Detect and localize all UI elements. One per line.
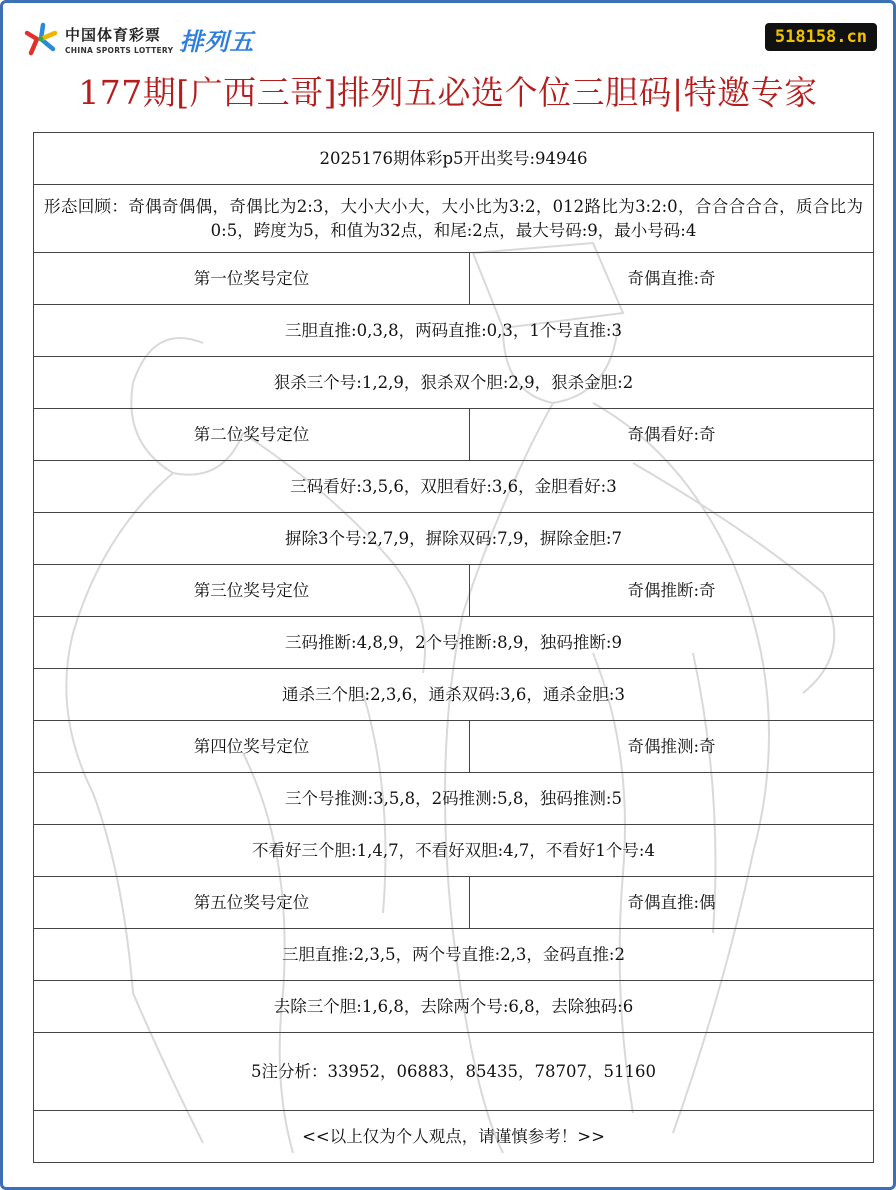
- table-row-position-header: [34, 877, 874, 929]
- odd-even-prediction: 奇偶推断:奇: [627, 580, 716, 600]
- table-row: [34, 357, 874, 409]
- table-row: [34, 669, 874, 721]
- table-row: [34, 513, 874, 565]
- table-row: [34, 825, 874, 877]
- draw-result-text: 2025176期体彩p5开出奖号:94946: [319, 148, 588, 168]
- page-title: 177期[广西三哥]排列五必选个位三胆码|特邀专家: [78, 73, 818, 112]
- prediction-text: 去除三个胆:1,6,8，去除两个号:6,8，去除独码:6: [273, 996, 634, 1016]
- table-row: [34, 773, 874, 825]
- prediction-text: 不看好三个胆:1,4,7，不看好双胆:4,7，不看好1个号:4: [252, 840, 655, 860]
- five-bet-analysis-text: 5注分析：33952，06883，85435，78707，51160: [251, 1061, 656, 1081]
- prediction-table: [33, 132, 874, 1163]
- site-badge[interactable]: 518158.cn: [765, 23, 877, 51]
- position-label: 第一位奖号定位: [34, 253, 470, 304]
- prediction-text: 三个号推测:3,5,8，2码推测:5,8，独码推测:5: [285, 788, 622, 808]
- table-row: [34, 305, 874, 357]
- disclaimer-text: <<以上仅为个人观点，请谨慎参考！>>: [302, 1126, 605, 1146]
- table-row: [34, 617, 874, 669]
- table-row-position-header: [34, 565, 874, 617]
- prediction-text: 摒除3个号:2,7,9，摒除双码:7,9，摒除金胆:7: [285, 528, 622, 548]
- table-row: [34, 929, 874, 981]
- odd-even-prediction: 奇偶推测:奇: [627, 736, 716, 756]
- pattern-review-text: 形态回顾：奇偶奇偶偶，奇偶比为2:3，大小大小大，大小比为3:2，012路比为3:2:0，合合合合合，质合比为0:5，跨度为5，和值为32点，和尾:2点，最大号码:9，最小号码:4: [44, 196, 863, 240]
- table-row-position-header: [34, 409, 874, 461]
- prediction-text: 狠杀三个号:1,2,9，狠杀双个胆:2,9，狠杀金胆:2: [273, 372, 634, 392]
- prediction-text: 三胆直推:2,3,5，两个号直推:2,3，金码直推:2: [282, 944, 625, 964]
- prediction-text: 三胆直推:0,3,8，两码直推:0,3，1个号直推:3: [285, 320, 622, 340]
- logo-en-text: CHINA SPORTS LOTTERY: [65, 45, 174, 55]
- lottery-logo-icon: [21, 19, 61, 59]
- prediction-text: 三码推断:4,8,9，2个号推断:8,9，独码推断:9: [285, 632, 622, 652]
- logo-cn-text: 中国体育彩票: [65, 25, 162, 44]
- prediction-text: 三码看好:3,5,6，双胆看好:3,6，金胆看好:3: [290, 476, 617, 496]
- table-row-position-header: [34, 721, 874, 773]
- table-row: [34, 461, 874, 513]
- logo-game-name: 排列五: [179, 27, 255, 56]
- table-row: [34, 981, 874, 1033]
- odd-even-prediction: 奇偶直推:奇: [627, 268, 716, 288]
- table-row: [34, 185, 874, 253]
- table-row: [34, 1033, 874, 1111]
- lottery-logo[interactable]: [21, 19, 254, 59]
- prediction-text: 通杀三个胆:2,3,6，通杀双码:3,6，通杀金胆:3: [282, 684, 625, 704]
- header: [3, 3, 893, 133]
- odd-even-prediction: 奇偶直推:偶: [627, 892, 716, 912]
- position-label: 第二位奖号定位: [34, 409, 470, 460]
- position-label: 第四位奖号定位: [34, 721, 470, 772]
- position-label: 第五位奖号定位: [34, 877, 470, 928]
- odd-even-prediction: 奇偶看好:奇: [627, 424, 716, 444]
- table-row-position-header: [34, 253, 874, 305]
- table-row: [34, 1111, 874, 1163]
- position-label: 第三位奖号定位: [34, 565, 470, 616]
- table-row: [34, 133, 874, 185]
